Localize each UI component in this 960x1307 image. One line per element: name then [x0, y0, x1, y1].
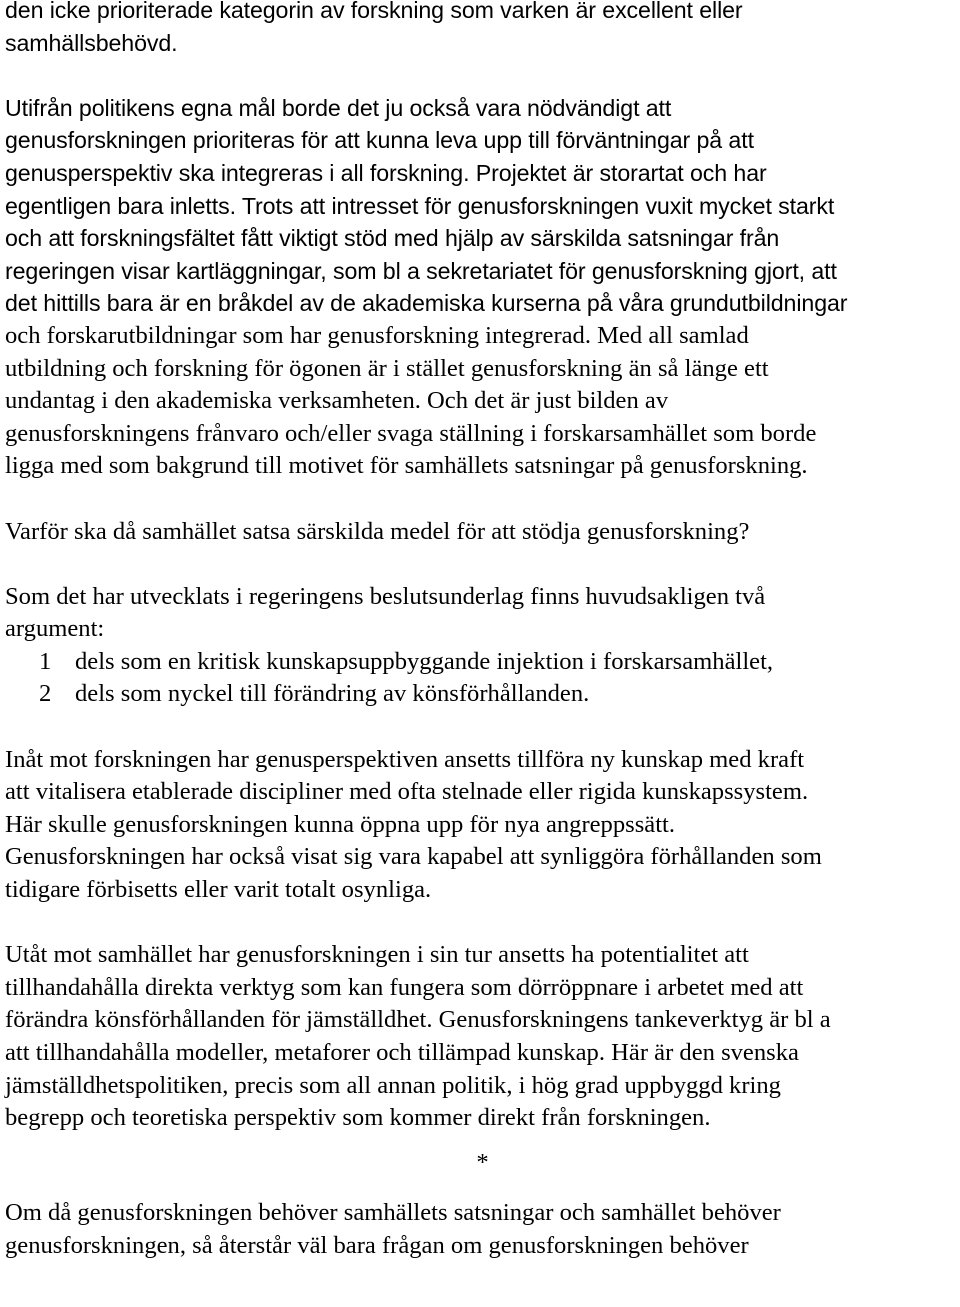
politics-serif-block	[5, 320, 960, 483]
list-item-text: dels som en kritisk kunskapsuppbyggande injektion i forskarsamhället,	[75, 647, 774, 675]
outward-line: Utåt mot samhället har genusforskningen i sin tur ansetts ha potentialitet att	[5, 941, 749, 969]
paragraph-gap	[5, 59, 960, 92]
politics-line: genusperspektiv ska integreras i all forskning. Projektet är storartat och har	[5, 159, 767, 186]
intro-line: samhällsbehövd.	[5, 29, 178, 56]
arguments-intro-line: argument:	[5, 615, 105, 643]
question-paragraph	[5, 516, 960, 549]
question-line: Varför ska då samhället satsa särskilda medel för att stödja genusforskning?	[5, 517, 750, 545]
inward-line: Inåt mot forskningen har genusperspektiven ansetts tillföra ny kunskap med kraft	[5, 745, 805, 773]
inward-line: tidigare förbisetts eller varit totalt osynliga.	[5, 876, 432, 904]
inward-line: Genusforskningen har också visat sig vara kapabel att synliggöra förhållanden som	[5, 843, 822, 871]
politics-line: genusforskningen prioriteras för att kunna leva upp till förväntningar på att	[5, 127, 754, 154]
outward-line: begrepp och teoretiska perspektiv som kommer direkt från forskningen.	[5, 1104, 711, 1132]
list-item	[5, 646, 960, 679]
list-item	[5, 678, 960, 711]
paragraph-gap	[5, 711, 960, 744]
outward-paragraph	[5, 939, 960, 1135]
politics-line: Utifrån politikens egna mål borde det ju också vara nödvändigt att	[5, 94, 672, 121]
outward-line: förändra könsförhållanden för jämställdhet. Genusforskningens tankeverktyg är bl a	[5, 1006, 831, 1034]
politics-line: undantag i den akademiska verksamheten. Och det är just bilden av	[5, 387, 669, 415]
politics-line: egentligen bara inletts. Trots att intresset för genusforskningen vuxit mycket starkt	[5, 192, 835, 219]
closing-line: Om då genusforskningen behöver samhällets satsningar och samhället behöver	[5, 1199, 781, 1227]
politics-sans-block	[5, 92, 960, 320]
paragraph-gap	[5, 907, 960, 940]
politics-line: ligga med som bakgrund till motivet för samhällets satsningar på genusforskning.	[5, 452, 808, 480]
politics-line: och forskarutbildningar som har genusforskning integrerad. Med all samlad	[5, 321, 749, 349]
inward-paragraph	[5, 744, 960, 907]
list-item-text: dels som nyckel till förändring av könsförhållanden.	[75, 680, 590, 708]
politics-line: regeringen visar kartläggningar, som bl a sekretariatet för genusforskning gjort, att	[5, 257, 837, 284]
arguments-paragraph	[5, 581, 960, 711]
paragraph-gap	[5, 483, 960, 516]
politics-paragraph	[5, 92, 960, 483]
intro-paragraph	[5, 0, 960, 59]
politics-line: och att forskningsfältet fått viktigt stöd med hjälp av särskilda satsningar från	[5, 225, 780, 252]
politics-line: utbildning och forskning för ögonen är i stället genusforskning än så länge ett	[5, 354, 769, 382]
paragraph-gap	[5, 1183, 960, 1197]
document-page	[5, 0, 960, 1263]
politics-line: genusforskningens frånvaro och/eller svaga ställning i forskarsamhället som borde	[5, 419, 817, 447]
inward-line: Här skulle genusforskningen kunna öppna upp för nya angreppssätt.	[5, 810, 676, 838]
list-item-number: 1	[39, 647, 52, 675]
closing-line: genusforskningen, så återstår väl bara frågan om genusforskningen behöver	[5, 1231, 749, 1259]
closing-paragraph	[5, 1197, 960, 1262]
outward-line: jämställdhetspolitiken, precis som all annan politik, i hög grad uppbyggd kring	[5, 1071, 781, 1099]
inward-line: att vitalisera etablerade discipliner med ofta stelnade eller rigida kunskapssystem.	[5, 778, 809, 806]
intro-line: den icke prioriterade kategorin av forskning som varken är excellent eller	[5, 0, 743, 23]
section-separator: *	[476, 1148, 489, 1176]
paragraph-gap	[5, 548, 960, 581]
arguments-intro-line: Som det har utvecklats i regeringens beslutsunderlag finns huvudsakligen två	[5, 582, 766, 610]
politics-line: det hittills bara är en bråkdel av de akademiska kurserna på våra grundutbildningar	[5, 290, 848, 317]
list-item-number: 2	[39, 680, 52, 708]
outward-line: att tillhandahålla modeller, metaforer och tillämpad kunskap. Här är den svenska	[5, 1039, 799, 1066]
outward-line: tillhandahålla direkta verktyg som kan fungera som dörröppnare i arbetet med att	[5, 973, 804, 1001]
